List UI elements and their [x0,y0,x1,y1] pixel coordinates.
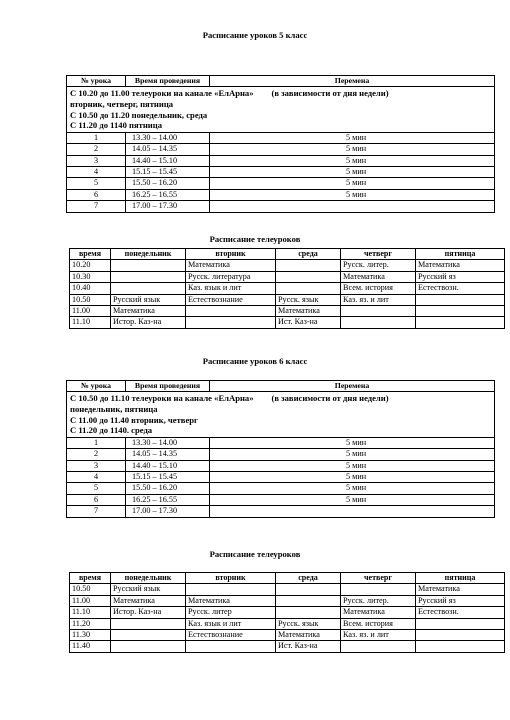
friday-cell: Русский яз [416,271,505,282]
break-cell: 5 мин [210,132,495,143]
lesson-row [67,155,495,166]
friday-cell [416,294,505,305]
friday-cell [416,618,505,629]
tuesday-cell: Каз. язык и лит [186,283,276,294]
wednesday-cell: Ист. Каз-на [276,641,341,652]
lesson-row [67,189,495,200]
lesson-row [67,494,495,505]
lesson-row [67,167,495,178]
lesson-time-cell: 13.30 – 14.00 [126,437,210,448]
col-header-time: Время проведения [126,76,210,87]
friday-cell [416,317,505,328]
monday-cell: Математика [111,595,186,606]
schedule5-table [66,75,495,213]
thursday-cell: Математика [341,271,416,282]
wednesday-cell: Русск. язык [276,294,341,305]
wednesday-cell: Математика [276,630,341,641]
lesson-row [67,483,495,494]
lesson-row [67,472,495,483]
wednesday-cell [276,260,341,271]
col-header-time: Время проведения [126,381,210,392]
lesson-row [67,144,495,155]
break-cell: 5 мин [210,155,495,166]
monday-cell: Русский язык [111,584,186,595]
lesson-number-cell: 4 [67,167,126,178]
col-header-wednesday: среда [276,573,341,584]
tv-lesson-row [70,584,505,595]
tuesday-cell: Математика [186,260,276,271]
tuesday-cell: Математика [186,595,276,606]
monday-cell [111,641,186,652]
col-header-monday: понедельник [111,573,186,584]
col-header-lesson-number: № урока [67,381,126,392]
time-cell: 11.30 [70,630,111,641]
col-header-friday: пятница [416,573,505,584]
tuesday-cell [186,317,276,328]
friday-cell: Математика [416,260,505,271]
monday-cell: Русский язык [111,294,186,305]
col-header-break: Перемена [210,381,495,392]
tv-lesson-row [70,283,505,294]
lesson-number-cell: 7 [67,506,126,517]
break-cell: 5 мин [210,460,495,471]
time-cell: 10.20 [70,260,111,271]
lesson-time-cell: 15.15 – 15.45 [126,472,210,483]
tv5-title: Расписание телеуроков [209,234,301,244]
break-cell: 5 мин [210,483,495,494]
schedule6-title: Расписание уроков 6 класс [202,356,308,366]
lesson-time-cell: 14.40 – 15.10 [126,155,210,166]
col-header-time: время [70,249,111,260]
col-header-thursday: четверг [341,249,416,260]
thursday-cell: Всем. история [341,618,416,629]
break-cell: 5 мин [210,472,495,483]
lesson-number-cell: 5 [67,178,126,189]
friday-cell [416,630,505,641]
lesson-row [67,506,495,517]
monday-cell: Математика [111,306,186,317]
lesson-time-cell: 14.05 – 14.35 [126,449,210,460]
info-line-2: вторник, четверг, пятница [70,99,174,109]
lesson-time-cell: 14.40 – 15.10 [126,460,210,471]
schedule5-header-row [67,76,495,87]
wednesday-cell: Ист. Каз-на [276,317,341,328]
lesson-number-cell: 4 [67,472,126,483]
schedule5-title: Расписание уроков 5 класс [202,30,308,40]
lesson-time-cell: 15.15 – 15.45 [126,167,210,178]
tuesday-cell: Естествознание [186,630,276,641]
friday-cell: Естествозн. [416,283,505,294]
lesson-number-cell: 5 [67,483,126,494]
tv5-table [69,248,505,329]
tv6-title: Расписание телеуроков [209,549,301,559]
monday-cell [111,618,186,629]
thursday-cell: Русск. литер. [341,595,416,606]
col-header-friday: пятница [416,249,505,260]
tv6-table [69,572,505,653]
break-cell: 5 мин [210,178,495,189]
break-cell: 5 мин [210,494,495,505]
time-cell: 10.50 [70,584,111,595]
break-cell: 5 мин [210,437,495,448]
tuesday-cell: Каз. язык и лит [186,618,276,629]
lesson-time-cell: 15.50 – 16.20 [126,178,210,189]
thursday-cell: Русск. литер. [341,260,416,271]
lesson-time-cell: 17.00 – 17.30 [126,201,210,212]
lesson-row [67,201,495,212]
lesson-number-cell: 2 [67,449,126,460]
lesson-number-cell: 7 [67,201,126,212]
time-cell: 10.30 [70,271,111,282]
lesson-number-cell: 6 [67,494,126,505]
lesson-row [67,449,495,460]
wednesday-cell: Русск. язык [276,618,341,629]
col-header-tuesday: вторник [186,573,276,584]
time-cell: 11.10 [70,317,111,328]
lesson-number-cell: 1 [67,132,126,143]
lesson-row [67,178,495,189]
time-cell: 11.00 [70,306,111,317]
tv-lesson-row [70,595,505,606]
thursday-cell [341,584,416,595]
monday-cell [111,283,186,294]
tv-lesson-row [70,317,505,328]
schedule6-table [66,380,495,518]
col-header-wednesday: среда [276,249,341,260]
wednesday-cell: Математика [276,306,341,317]
tv-lesson-row [70,294,505,305]
lesson-number-cell: 1 [67,437,126,448]
col-header-break: Перемена [210,76,495,87]
lesson-time-cell: 16.25 – 16.55 [126,189,210,200]
thursday-cell: Каз. яз. и лит [341,630,416,641]
tuesday-cell: Естествознание [186,294,276,305]
friday-cell [416,641,505,652]
wednesday-cell [276,595,341,606]
tv-lesson-row [70,641,505,652]
break-cell: 5 мин [210,189,495,200]
tuesday-cell [186,584,276,595]
friday-cell: Математика [416,584,505,595]
lesson-row [67,460,495,471]
info-line-3: С 11.00 до 11.40 вторник, четверг [70,414,198,425]
time-cell: 11.40 [70,641,111,652]
col-header-tuesday: вторник [186,249,276,260]
thursday-cell [341,306,416,317]
monday-cell: Истор. Каз-на [111,607,186,618]
wednesday-cell [276,283,341,294]
thursday-cell [341,317,416,328]
wednesday-cell [276,607,341,618]
thursday-cell: Каз. яз. и лит [341,294,416,305]
info-line-1a: С 10.20 до 11.00 телеуроки на канале «ЕлАрна» [70,88,254,99]
info-line-1b: (в зависимости от дня недели) [271,88,389,99]
tv-lesson-row [70,607,505,618]
lesson-number-cell: 6 [67,189,126,200]
break-cell: 5 мин [210,449,495,460]
tv-lesson-row [70,306,505,317]
lesson-number-cell: 3 [67,155,126,166]
time-cell: 10.50 [70,294,111,305]
break-cell [210,201,495,212]
tv-lesson-row [70,630,505,641]
time-cell: 11.20 [70,618,111,629]
time-cell: 11.00 [70,595,111,606]
break-cell: 5 мин [210,167,495,178]
time-cell: 11.10 [70,607,111,618]
wednesday-cell [276,584,341,595]
col-header-thursday: четверг [341,573,416,584]
lesson-time-cell: 14.05 – 14.35 [126,144,210,155]
lesson-row [67,132,495,143]
monday-cell: Истор. Каз-на [111,317,186,328]
break-cell: 5 мин [210,144,495,155]
break-cell [210,506,495,517]
wednesday-cell [276,271,341,282]
info-line-4: С 11.20 до 1140. среда [70,425,153,436]
friday-cell [416,306,505,317]
tv-lesson-row [70,260,505,271]
tv5-header-row [70,249,505,260]
schedule5-info-cell [67,87,495,132]
tv6-header-row [70,573,505,584]
info-line-4: С 11.20 до 1140 пятница [70,120,162,131]
col-header-monday: понедельник [111,249,186,260]
lesson-time-cell: 15.50 – 16.20 [126,483,210,494]
info-line-3: С 10.50 до 11.20 понедельник, среда [70,109,208,120]
info-line-2: понедельник, пятница [70,404,158,414]
col-header-lesson-number: № урока [67,76,126,87]
lesson-time-cell: 13.30 – 14.00 [126,132,210,143]
tv-lesson-row [70,618,505,629]
schedule6-header-row [67,381,495,392]
tuesday-cell [186,641,276,652]
info-line-1a: С 10.50 до 11.10 телеуроки на канале «ЕлАрна» [70,393,254,404]
lesson-row [67,437,495,448]
tv-lesson-row [70,271,505,282]
monday-cell [111,260,186,271]
col-header-time: время [70,573,111,584]
thursday-cell: Математика [341,607,416,618]
tuesday-cell: Русск. литература [186,271,276,282]
info-line-1b: (в зависимости от дня недели) [271,393,389,404]
lesson-number-cell: 2 [67,144,126,155]
friday-cell: Русский яз [416,595,505,606]
thursday-cell [341,641,416,652]
monday-cell [111,271,186,282]
tuesday-cell: Русск. литер [186,607,276,618]
friday-cell: Естествозн. [416,607,505,618]
thursday-cell: Всем. история [341,283,416,294]
lesson-time-cell: 16.25 – 16.55 [126,494,210,505]
lesson-time-cell: 17.00 – 17.30 [126,506,210,517]
schedule6-info-cell [67,392,495,437]
lesson-number-cell: 3 [67,460,126,471]
monday-cell [111,630,186,641]
tuesday-cell [186,306,276,317]
time-cell: 10.40 [70,283,111,294]
